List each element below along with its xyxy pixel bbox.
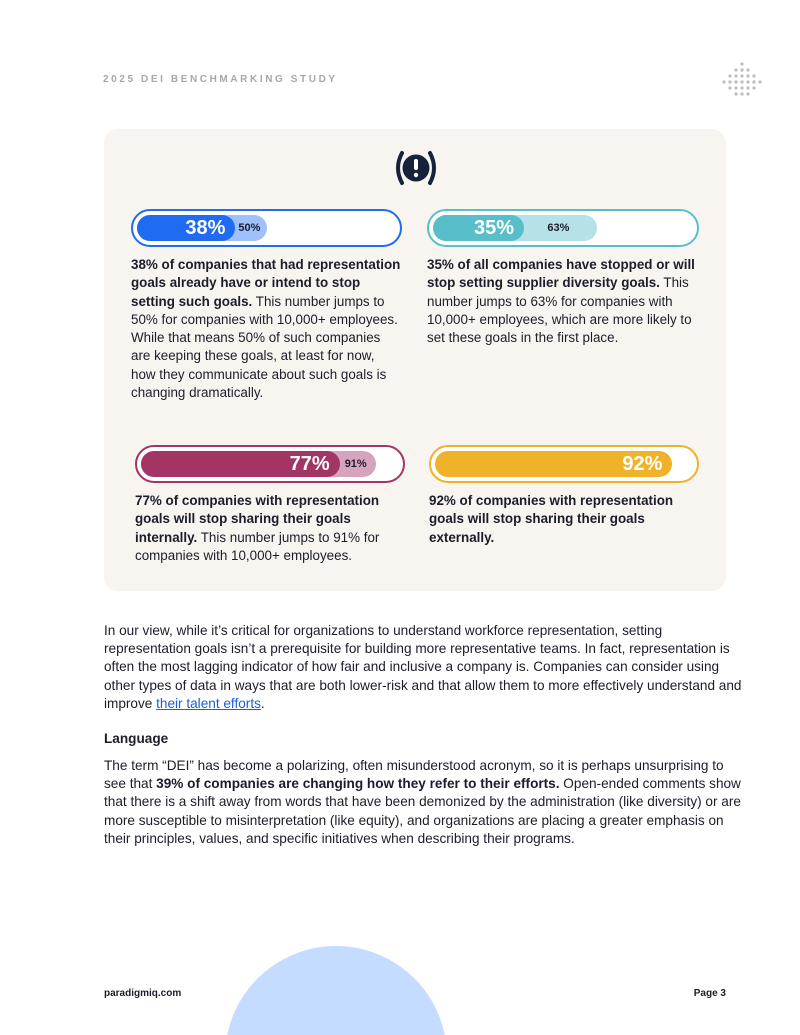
stat-detail: This number jumps to 91% for companies with 10,000+ employees. (135, 529, 380, 563)
paragraph-text: In our view, while it’s critical for organizations to understand workforce representation, setting representation goals isn’t a prerequisite for building more representative teams. In fact, representation is often the most lagging indicator of how fair and inclusive a company is. Companies can consider using other types of data in ways that are both lower-risk and that allow them to more effectively understand and improve (104, 623, 742, 711)
stat-description (429, 492, 699, 547)
body-paragraph-language (104, 757, 744, 848)
paragraph-end: . (260, 695, 265, 711)
stats-callout-panel (104, 129, 726, 591)
stat-card-supplier-diversity (427, 209, 699, 347)
main-percentage-label: 77% (289, 452, 330, 475)
talent-efforts-link[interactable]: their talent efforts (156, 695, 261, 711)
footer-page-number: Page 3 (693, 988, 726, 999)
paragraph-end: Open-ended comments show that there is a shift away from words that have been demonized by the administration (like diversity) or are more susceptible to misinterpretation (like equity), and organizations are placing a greater emphasis on their principles, values, and specific initiatives when describing their programs. (104, 776, 741, 846)
stat-description (135, 492, 405, 565)
stat-headline: 38% of companies that had representation goals already have or intend to stop setting such goals. (131, 257, 401, 309)
stat-headline: 35% of all companies have stopped or will stop setting supplier diversity goals. (427, 257, 695, 291)
main-percentage-label: 92% (622, 452, 663, 475)
footer-site-url: paradigmiq.com (104, 988, 182, 999)
paragraph-text: The term “DEI” has become a polarizing, often misunderstood acronym, so it is perhaps unsurprising to see that (104, 758, 724, 792)
alt-percentage-label: 50% (238, 222, 261, 234)
body-paragraph-representation (104, 622, 744, 713)
alt-percentage-label: 91% (344, 458, 367, 470)
decorative-circle (225, 946, 447, 1035)
exclamation-alert-icon (392, 147, 440, 189)
paragraph-highlight: 39% of companies are changing how they refer to their efforts. (156, 776, 560, 792)
stat-detail: This number jumps to 50% for companies with 10,000+ employees. While that means 50% of such companies are keeping these goals, at least for now, how they communicate about such goals is changing dramatically. (131, 293, 398, 401)
stat-description (427, 256, 699, 347)
stat-card-internal-sharing (135, 445, 405, 565)
section-heading-language: Language (104, 731, 169, 746)
stat-progress-pill (135, 445, 405, 483)
stat-description (131, 256, 402, 402)
stat-card-external-sharing (429, 445, 699, 547)
stat-progress-pill (131, 209, 402, 247)
stat-detail: This number jumps to 63% for companies with 10,000+ employees, which are more likely to set these goals in the first place. (427, 275, 692, 346)
stat-card-representation-goals (131, 209, 402, 402)
stat-headline: 77% of companies with representation goals will stop sharing their goals internally. (135, 493, 380, 545)
main-percentage-label: 38% (185, 216, 226, 239)
alt-percentage-label: 63% (547, 222, 570, 234)
stat-progress-pill (429, 445, 699, 483)
main-percentage-label: 35% (473, 216, 514, 239)
dot-grid-logo (722, 60, 762, 100)
running-head: 2025 DEI BENCHMARKING STUDY (103, 74, 338, 85)
stat-progress-pill (427, 209, 699, 247)
stat-headline: 92% of companies with representation goals will stop sharing their goals externally. (429, 493, 674, 545)
